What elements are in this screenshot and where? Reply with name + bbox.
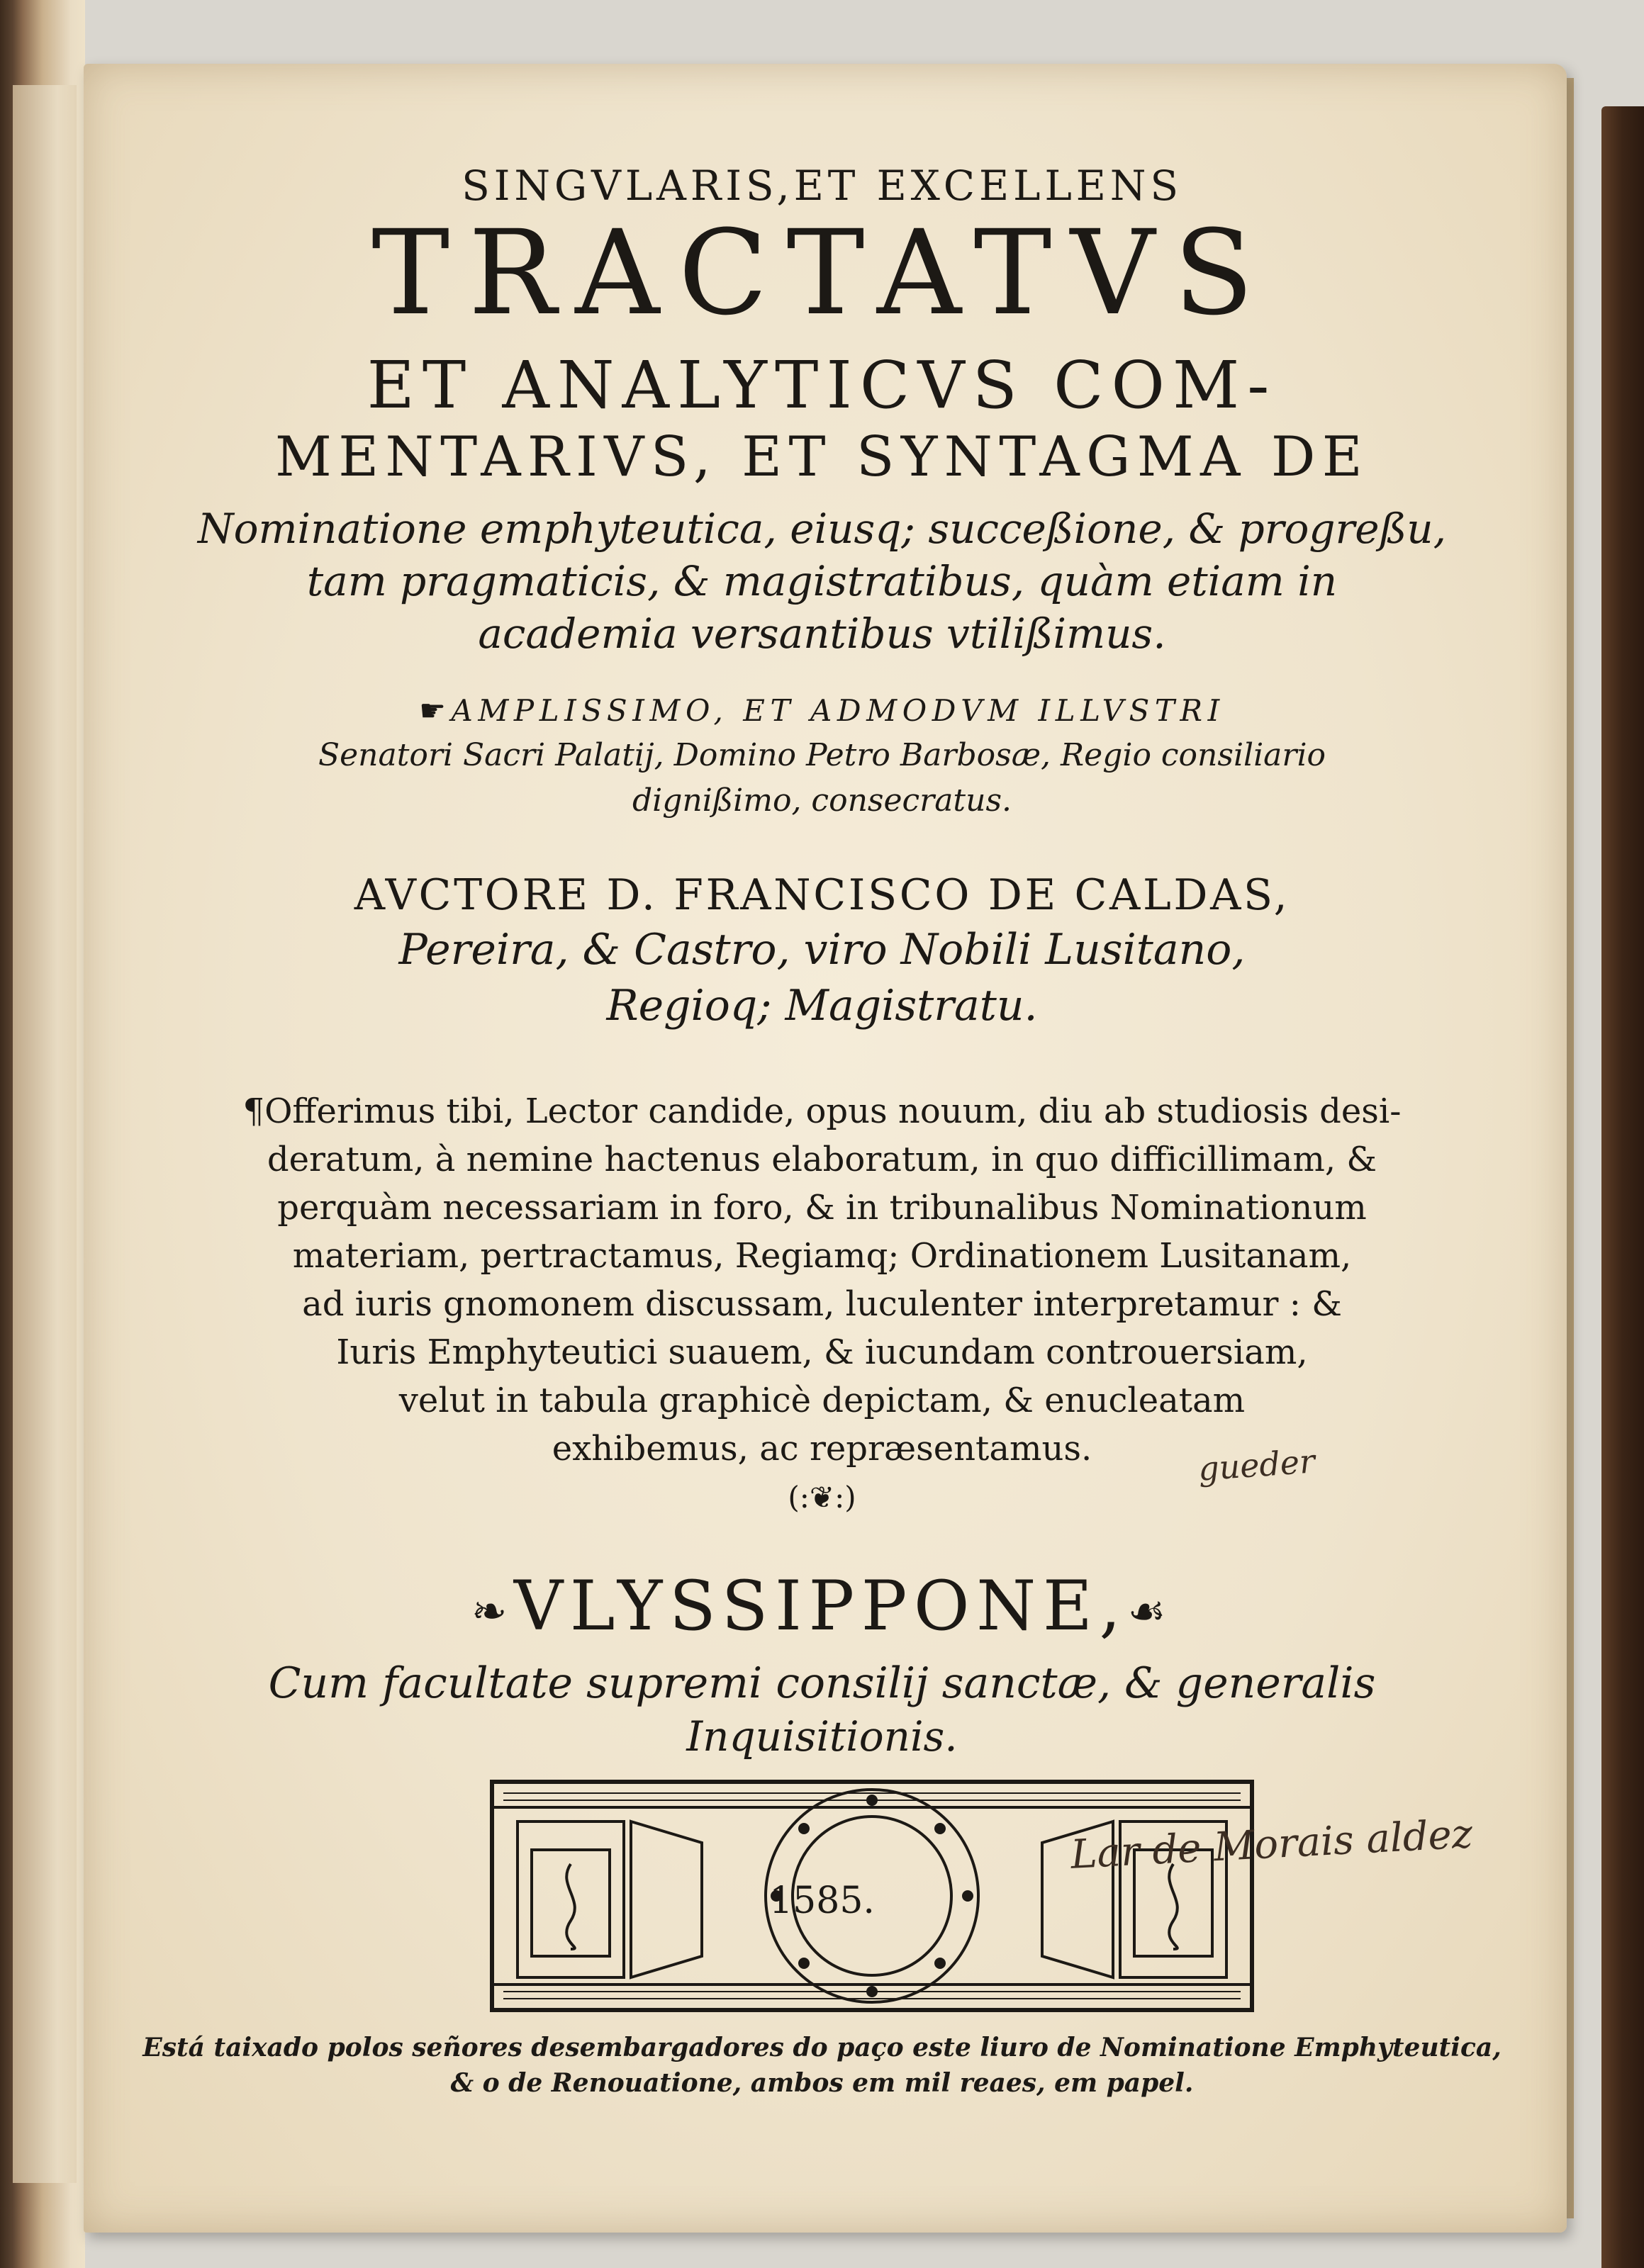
fleuron-right-icon: ☙ [1127,1587,1173,1637]
preface-line-8: exhibemus, ac repræsentamus. [552,1429,1092,1469]
title-line-3: ET ANALYTICVS COM- [367,347,1277,423]
author-line-1: AVCTORE D. FRANCISCO DE CALDAS, [354,870,1290,920]
device-year: 1585. [769,1880,875,1922]
title-line-4: MENTARIVS, ET SYNTAGMA DE [274,425,1370,489]
dedication-line-1-text: AMPLISSIMO, ET ADMODVM ILLVSTRI [451,693,1225,728]
title-line-6: tam pragmaticis, & magistratibus, quàm etiam in [306,557,1338,605]
handwritten-note-1: gueder [1197,1442,1316,1488]
fleuron-left-icon: ❧ [471,1587,514,1637]
preface-line-7: velut in tabula graphicè depictam, & enucleatam [398,1381,1246,1420]
preface-line-2: deratum, à nemine hactenus elaboratum, in quo difficillimam, & [267,1140,1377,1179]
dedication-line-1 [0,693,1644,728]
title-line-5: Nominatione emphyteutica, eiusq; succeßione, & progreßu, [197,505,1447,553]
dedication-line-3: dignißimo, consecratus. [632,782,1012,819]
footer-line-2: & o de Renouatione, ambos em mil reaes, em papel. [450,2068,1194,2098]
preface-line-4: materiam, pertractamus, Regiamq; Ordinationem Lusitanam, [292,1236,1352,1276]
preface-line-1 [0,1091,1644,1131]
dedication-line-2: Senatori Sacri Palatij, Domino Petro Barbosæ, Regio consiliario [318,737,1326,773]
preface-line-3: perquàm necessariam in foro, & in tribunalibus Nominationum [277,1188,1367,1228]
preface-line-6: Iuris Emphyteutici suauem, & iucundam controuersiam, [336,1332,1308,1372]
title-line-1: SINGVLARIS,ET EXCELLENS [462,162,1182,210]
imprint-city-text: VLYSSIPPONE, [513,1566,1128,1646]
author-line-3: Regioq; Magistratu. [606,981,1038,1031]
title-line-7: academia versantibus vtilißimus. [478,610,1166,658]
main-title: TRACTATVS [371,205,1273,341]
imprint-line-2: Inquisitionis. [686,1712,958,1761]
preface-line-1-text: Offerimus tibi, Lector candide, opus nouum, diu ab studiosis desi- [264,1091,1402,1131]
handwritten-signature: Lar de Morais aldez [1069,1811,1474,1878]
footer-line-1: Está taixado polos señores desembargadores do paço este liuro de Nominatione Emphyteutica, [142,2033,1502,2062]
preface-line-5: ad iuris gnomonem discussam, luculenter interpretamur : & [302,1284,1342,1324]
imprint-line-1: Cum facultate supremi consilij sanctæ, & generalis [268,1658,1376,1708]
pilcrow-icon: ¶ [242,1091,265,1131]
pointing-hand-icon: ☛ [419,693,452,728]
author-line-2: Pereira, & Castro, viro Nobili Lusitano, [398,925,1246,975]
preface-ornament: (:❦:) [788,1480,856,1515]
imprint-city [0,1566,1644,1646]
